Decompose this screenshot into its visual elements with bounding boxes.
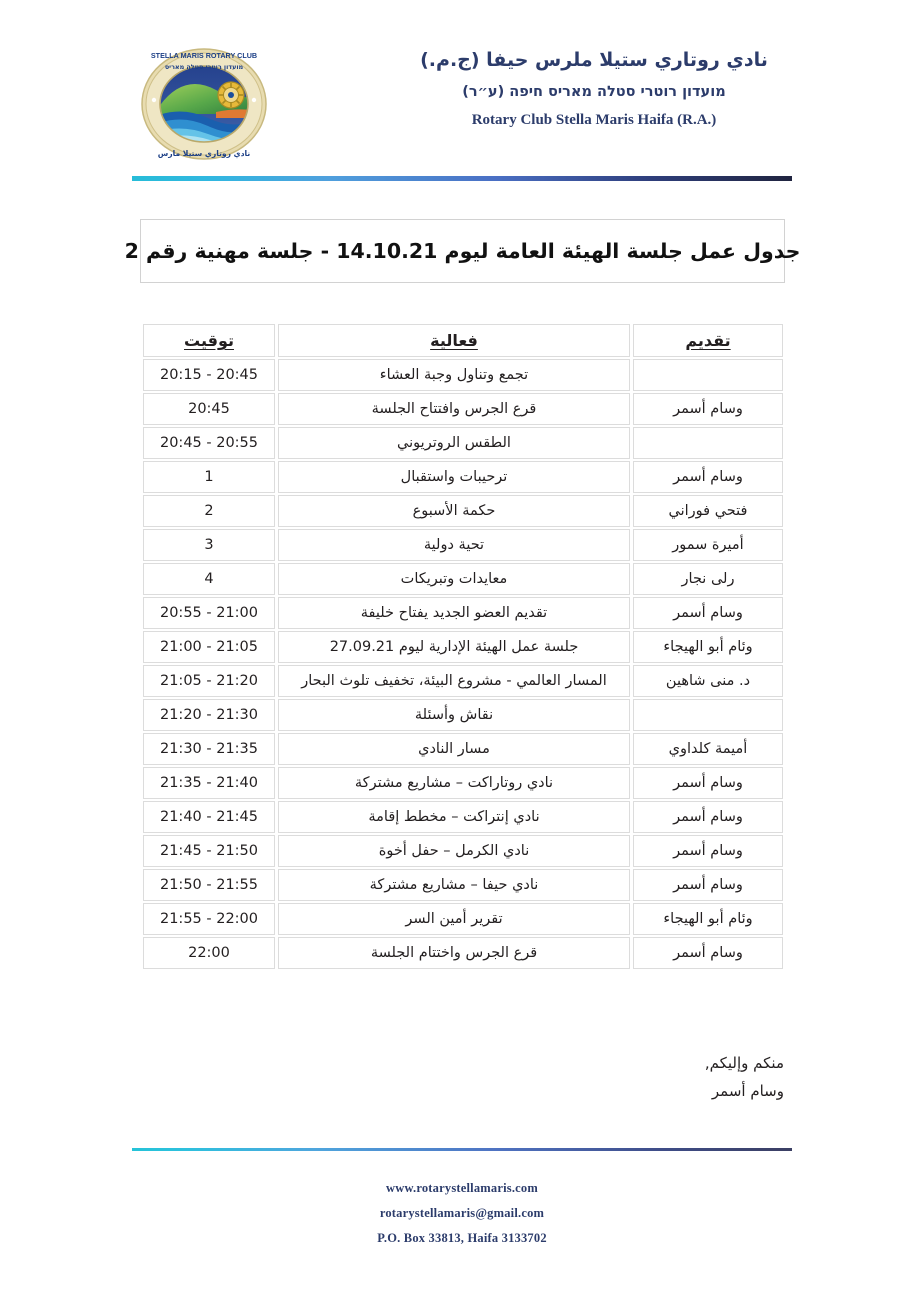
cell-activity: جلسة عمل الهيئة الإدارية ليوم 27.09.21 bbox=[278, 631, 630, 663]
cell-presenter: وئام أبو الهيجاء bbox=[633, 903, 783, 935]
cell-activity: نادي روتاراكت – مشاريع مشتركة bbox=[278, 767, 630, 799]
table-row bbox=[143, 903, 783, 935]
svg-text:מועדון רוטרי סטלה מאריס: מועדון רוטרי סטלה מאריס bbox=[164, 63, 244, 71]
header-divider-rule bbox=[132, 176, 792, 181]
page-footer bbox=[0, 1176, 924, 1251]
cell-presenter: وسام أسمر bbox=[633, 869, 783, 901]
table-row bbox=[143, 937, 783, 969]
cell-activity: نادي الكرمل – حفل أخوة bbox=[278, 835, 630, 867]
table-row bbox=[143, 359, 783, 391]
org-name-arabic: نادي روتاري ستيلا ملرس حيفا (ج.م.) bbox=[420, 49, 768, 71]
table-row bbox=[143, 869, 783, 901]
cell-activity: قرع الجرس واختتام الجلسة bbox=[278, 937, 630, 969]
table-row bbox=[143, 665, 783, 697]
agenda-table-body bbox=[143, 359, 783, 969]
cell-presenter: فتحي فوراني bbox=[633, 495, 783, 527]
cell-activity: حكمة الأسبوع bbox=[278, 495, 630, 527]
cell-time: 4 bbox=[143, 563, 275, 595]
cell-time: 21:50 - 21:55 bbox=[143, 869, 275, 901]
cell-time: 21:55 - 22:00 bbox=[143, 903, 275, 935]
column-header-presenter-label: تقديم bbox=[685, 331, 731, 350]
cell-activity: معايدات وتبريكات bbox=[278, 563, 630, 595]
table-row bbox=[143, 699, 783, 731]
org-name-english: Rotary Club Stella Maris Haifa (R.A.) bbox=[471, 111, 717, 128]
footer-email[interactable]: rotarystellamaris@gmail.com bbox=[379, 1206, 545, 1220]
column-header-time bbox=[143, 324, 275, 357]
table-row bbox=[143, 631, 783, 663]
cell-time: 20:45 bbox=[143, 393, 275, 425]
cell-time: 21:30 - 21:35 bbox=[143, 733, 275, 765]
cell-presenter: وسام أسمر bbox=[633, 393, 783, 425]
cell-activity: مسار النادي bbox=[278, 733, 630, 765]
table-row bbox=[143, 597, 783, 629]
table-header-row bbox=[143, 324, 783, 357]
cell-activity: تقديم العضو الجديد يفتاح خليفة bbox=[278, 597, 630, 629]
cell-presenter bbox=[633, 427, 783, 459]
cell-time: 2 bbox=[143, 495, 275, 527]
cell-activity: نادي إنتراكت – مخطط إقامة bbox=[278, 801, 630, 833]
cell-time: 20:15 - 20:45 bbox=[143, 359, 275, 391]
rotary-club-logo-icon bbox=[138, 38, 270, 170]
agenda-table bbox=[140, 322, 786, 971]
cell-time: 21:45 - 21:50 bbox=[143, 835, 275, 867]
cell-presenter bbox=[633, 359, 783, 391]
signoff-line-1: منكم وإليكم, bbox=[704, 1054, 784, 1072]
org-name-hebrew: מועדון רוטרי סטלה מאריס חיפה (ע״ר) bbox=[462, 83, 726, 100]
cell-presenter: وئام أبو الهيجاء bbox=[633, 631, 783, 663]
document-title-box bbox=[124, 219, 801, 283]
table-row bbox=[143, 733, 783, 765]
letterhead-header bbox=[130, 34, 794, 174]
cell-time: 22:00 bbox=[143, 937, 275, 969]
column-header-activity-label: فعالية bbox=[430, 331, 478, 350]
cell-activity: ترحيبات واستقبال bbox=[278, 461, 630, 493]
cell-time: 20:55 - 21:00 bbox=[143, 597, 275, 629]
cell-activity: تجمع وتناول وجبة العشاء bbox=[278, 359, 630, 391]
cell-presenter bbox=[633, 699, 783, 731]
cell-activity: تحية دولية bbox=[278, 529, 630, 561]
table-row bbox=[143, 801, 783, 833]
svg-text:STELLA MARIS ROTARY CLUB: STELLA MARIS ROTARY CLUB bbox=[150, 51, 258, 60]
table-row bbox=[143, 835, 783, 867]
cell-presenter: وسام أسمر bbox=[633, 767, 783, 799]
footer-address: P.O. Box 33813, Haifa 3133702 bbox=[377, 1231, 547, 1245]
cell-presenter: وسام أسمر bbox=[633, 835, 783, 867]
cell-time: 21:20 - 21:30 bbox=[143, 699, 275, 731]
table-row bbox=[143, 767, 783, 799]
table-row bbox=[143, 393, 783, 425]
cell-time: 21:40 - 21:45 bbox=[143, 801, 275, 833]
cell-presenter: وسام أسمر bbox=[633, 801, 783, 833]
cell-time: 21:05 - 21:20 bbox=[143, 665, 275, 697]
cell-activity: نقاش وأسئلة bbox=[278, 699, 630, 731]
table-row bbox=[143, 495, 783, 527]
signoff-line-2: وسام أسمر bbox=[711, 1081, 784, 1100]
cell-presenter: وسام أسمر bbox=[633, 597, 783, 629]
cell-activity: قرع الجرس وافتتاح الجلسة bbox=[278, 393, 630, 425]
cell-time: 21:35 - 21:40 bbox=[143, 767, 275, 799]
cell-time: 20:45 - 20:55 bbox=[143, 427, 275, 459]
cell-activity: المسار العالمي - مشروع البيئة، تخفيف تلوث البحار bbox=[278, 665, 630, 697]
column-header-time-label: توقيت bbox=[184, 331, 234, 350]
cell-time: 21:00 - 21:05 bbox=[143, 631, 275, 663]
cell-presenter: د. منى شاهين bbox=[633, 665, 783, 697]
cell-activity: تقرير أمين السر bbox=[278, 903, 630, 935]
cell-activity: الطقس الروتريوني bbox=[278, 427, 630, 459]
cell-time: 1 bbox=[143, 461, 275, 493]
footer-divider-rule bbox=[132, 1148, 792, 1151]
footer-website[interactable]: www.rotarystellamaris.com bbox=[386, 1181, 538, 1195]
svg-text:نادي روتاري ستيلا مارس: نادي روتاري ستيلا مارس bbox=[157, 149, 251, 158]
cell-activity: نادي حيفا – مشاريع مشتركة bbox=[278, 869, 630, 901]
cell-presenter: وسام أسمر bbox=[633, 461, 783, 493]
column-header-presenter bbox=[633, 324, 783, 357]
cell-presenter: أميمة كلداوي bbox=[633, 733, 783, 765]
signoff-block bbox=[705, 1050, 784, 1106]
cell-presenter: رلى نجار bbox=[633, 563, 783, 595]
table-row bbox=[143, 563, 783, 595]
cell-presenter: أميرة سمور bbox=[633, 529, 783, 561]
table-row bbox=[143, 427, 783, 459]
cell-presenter: وسام أسمر bbox=[633, 937, 783, 969]
table-row bbox=[143, 461, 783, 493]
page-title: جدول عمل جلسة الهيئة العامة ليوم 14.10.21 - جلسة مهنية رقم 2 bbox=[124, 239, 801, 263]
organization-name-block bbox=[394, 48, 794, 129]
table-row bbox=[143, 529, 783, 561]
cell-time: 3 bbox=[143, 529, 275, 561]
column-header-activity bbox=[278, 324, 630, 357]
